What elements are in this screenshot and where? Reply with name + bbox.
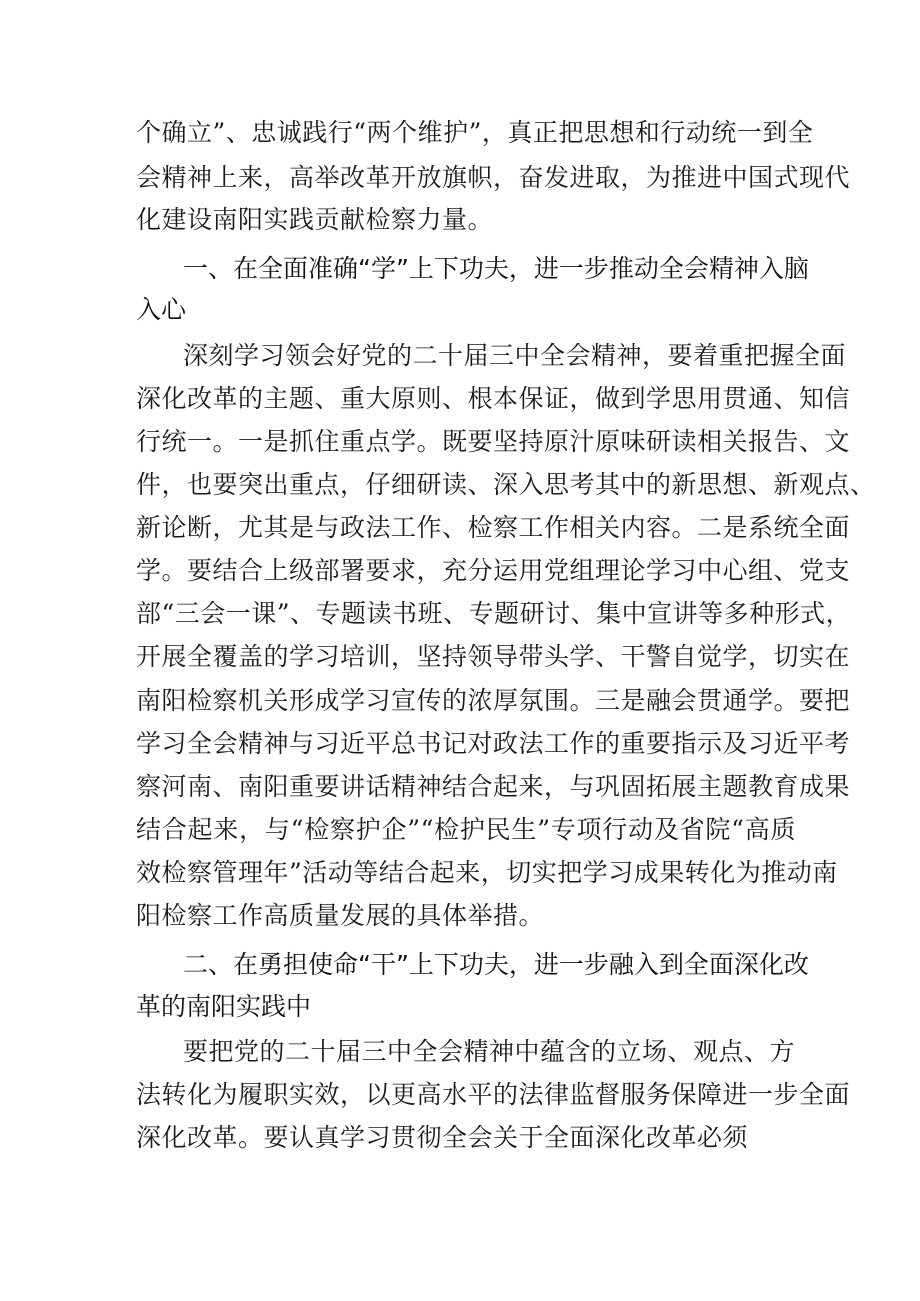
body-text-line: 行统一。一是抓住重点学。既要坚持原汁原味研读相关报告、文 [136, 427, 851, 456]
body-text-line: 件，也要突出重点，仔细研读、深入思考其中的新思想、新观点、 [136, 470, 876, 499]
body-text-line: 学。要结合上级部署要求，充分运用党组理论学习中心组、党支 [136, 556, 851, 585]
body-text-line: 阳检察工作高质量发展的具体举措。 [136, 901, 545, 930]
body-text-line: 察河南、南阳重要讲话精神结合起来，与巩固拓展主题教育成果 [136, 772, 851, 801]
body-text-line: 学习全会精神与习近平总书记对政法工作的重要指示及习近平考 [136, 729, 851, 758]
section-heading-1-continued: 入心 [136, 295, 187, 324]
body-text-line: 深化改革的主题、重大原则、根本保证，做到学思用贯通、知信 [136, 384, 851, 413]
section-heading-1: 一、在全面准确“学”上下功夫，进一步推动全会精神入脑 [183, 254, 809, 283]
body-text-line: 开展全覆盖的学习培训，坚持领导带头学、干警自觉学，切实在 [136, 642, 851, 671]
body-text-line: 个确立”、忠诚践行“两个维护”，真正把思想和行动统一到全 [136, 118, 814, 147]
body-text-line: 要把党的二十届三中全会精神中蕴含的立场、观点、方 [183, 1037, 796, 1066]
body-text-line: 结合起来，与“检察护企”“检护民生”专项行动及省院“高质 [136, 815, 796, 844]
body-text-line: 南阳检察机关形成学习宣传的浓厚氛围。三是融会贯通学。要把 [136, 686, 851, 715]
section-heading-2: 二、在勇担使命“干”上下功夫，进一步融入到全面深化改 [183, 950, 809, 979]
body-text-line: 新论断，尤其是与政法工作、检察工作相关内容。二是系统全面 [136, 513, 851, 542]
body-text-line: 化建设南阳实践贡献检察力量。 [136, 205, 494, 234]
section-heading-2-continued: 革的南阳实践中 [136, 992, 312, 1021]
body-text-line: 深刻学习领会好党的二十届三中全会精神，要着重把握全面 [183, 341, 847, 370]
body-text-line: 会精神上来，高举改革开放旗帜，奋发进取，为推进中国式现代 [136, 163, 851, 192]
body-text-line: 法转化为履职实效，以更高水平的法律监督服务保障进一步全面 [136, 1080, 851, 1109]
body-text-line: 效检察管理年”活动等结合起来，切实把学习成果转化为推动南 [136, 858, 838, 887]
body-text-line: 深化改革。要认真学习贯彻全会关于全面深化改革必须 [136, 1123, 749, 1152]
body-text-line: 部“三会一课”、专题读书班、专题研讨、集中宣讲等多种形式， [136, 599, 852, 628]
